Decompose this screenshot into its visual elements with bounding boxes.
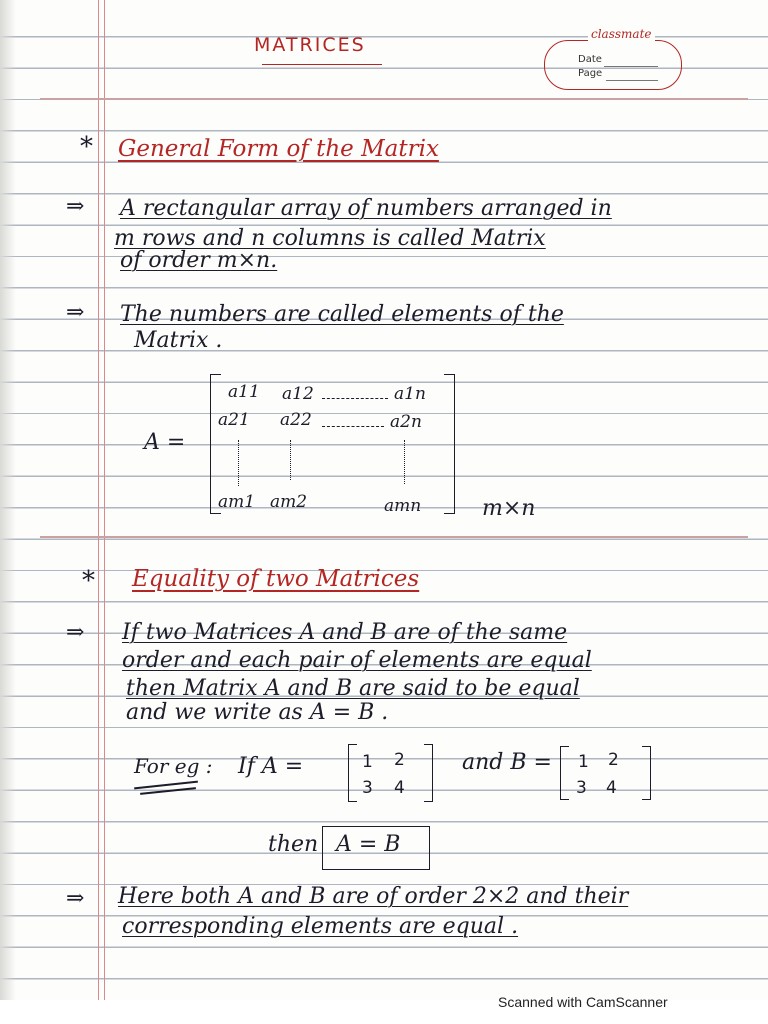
example-matrix-a-left-bracket [348, 744, 357, 802]
badge-page-line [606, 80, 658, 81]
header-separator [40, 98, 748, 100]
arrow-icon-4: ⇒ [66, 886, 85, 911]
matrix-entry-a22: a22 [280, 410, 312, 430]
section2-para1-line1: If two Matrices A and B are of the same [122, 620, 568, 645]
section2-para1-line4: and we write as A = B . [126, 700, 389, 725]
matrix-entry-a2n: a2n [390, 412, 422, 432]
section1-para2-line2: Matrix . [134, 328, 223, 353]
matrix-entry-amn: amn [384, 496, 422, 516]
matrix-b-entry-11: 1 [578, 752, 589, 772]
matrix-entry-a12: a12 [282, 384, 314, 404]
section-separator [40, 536, 748, 538]
example-and-text: and B = [462, 750, 552, 775]
badge-date-label: Date [578, 54, 602, 65]
matrix-b-entry-22: 4 [606, 778, 617, 798]
matrix-a-entry-21: 3 [362, 778, 373, 798]
matrix-row2-dashes [322, 426, 384, 427]
scanner-footer: Scanned with CamScanner [498, 994, 668, 1010]
arrow-icon-2: ⇒ [66, 300, 85, 325]
margin-line-left-2 [104, 0, 105, 1000]
section1-heading: General Form of the Matrix [118, 136, 439, 162]
matrix-entry-a21: a21 [218, 410, 250, 430]
matrix-a-label: A = [144, 430, 186, 455]
example-matrix-b-left-bracket [560, 746, 569, 800]
matrix-entry-a11: a11 [228, 382, 260, 402]
example-label: For eg : [134, 754, 213, 778]
matrix-a-entry-22: 4 [394, 778, 405, 798]
badge-brand: classmate [588, 27, 655, 41]
bullet-star-2: * [82, 566, 95, 596]
badge-page-label: Page [578, 68, 603, 79]
section1-para1-line2: m rows and n columns is called Matrix [114, 226, 546, 251]
page-title: MATRICES [254, 34, 366, 56]
margin-line-left-1 [98, 0, 99, 1000]
example-matrix-b-right-bracket [642, 746, 651, 800]
example-then-text: then [268, 832, 319, 857]
result-equation: A = B [336, 832, 401, 857]
matrix-b-entry-21: 3 [576, 778, 587, 798]
matrix-coln-dots [404, 440, 405, 484]
classmate-badge [544, 40, 682, 90]
general-matrix-right-bracket [444, 374, 455, 514]
matrix-b-entry-12: 2 [608, 750, 619, 770]
section3-para1-line2: corresponding elements are equal . [122, 914, 519, 939]
section1-para1-line3: of order m×n. [120, 248, 278, 273]
title-underline [262, 64, 382, 65]
arrow-icon-1: ⇒ [66, 194, 85, 219]
example-matrix-a-right-bracket [424, 744, 433, 802]
badge-date-line [604, 66, 658, 67]
matrix-a-entry-11: 1 [362, 752, 373, 772]
arrow-icon-3: ⇒ [66, 620, 85, 645]
matrix-row1-dashes [322, 398, 388, 399]
section2-para1-line2: order and each pair of elements are equal [122, 648, 592, 673]
page-edge-shadow [0, 0, 16, 1000]
bullet-star-1: * [80, 132, 93, 162]
matrix-entry-am2: am2 [270, 492, 308, 512]
example-if-text: If A = [238, 754, 304, 779]
matrix-col1-dots [238, 440, 239, 486]
example-underline-2 [140, 787, 196, 794]
matrix-col2-dots [290, 440, 291, 480]
matrix-order-label: m×n [482, 496, 536, 521]
matrix-entry-a1n: a1n [394, 384, 426, 404]
matrix-a-entry-12: 2 [394, 750, 405, 770]
section1-para2-line1: The numbers are called elements of the [120, 302, 564, 327]
section2-heading: Equality of two Matrices [132, 566, 420, 592]
section2-para1-line3: then Matrix A and B are said to be equal [126, 676, 580, 701]
section1-para1-line1: A rectangular array of numbers arranged in [120, 196, 612, 221]
section3-para1-line1: Here both A and B are of order 2×2 and their [118, 884, 629, 909]
matrix-entry-am1: am1 [218, 492, 256, 512]
